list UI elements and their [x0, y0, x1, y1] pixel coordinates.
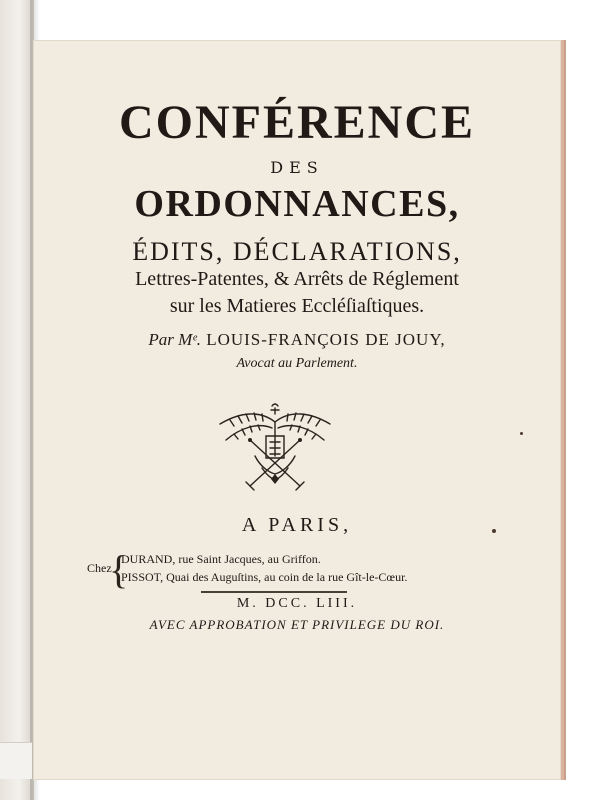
imprint-city: A PARIS,: [241, 514, 353, 536]
author-occupation: Avocat au Parlement.: [236, 356, 358, 371]
byline-prefix: Par Mᵉ.: [148, 330, 201, 349]
title-line-3: ORDONNANCES,: [134, 183, 460, 225]
imprint-rule: [201, 591, 347, 593]
palm-and-crossed-swords-ornament-icon: [210, 400, 340, 500]
cover-label-scrap: [0, 742, 32, 779]
book-cover-edge: [0, 0, 34, 800]
byline: [33, 330, 561, 350]
title-line-2: DES: [270, 158, 324, 177]
imprint-chez: Chez: [87, 561, 112, 575]
publisher-2: PISSOT, Quai des Auguſtins, au coin de la rue Gît-le-Cœur.: [121, 570, 408, 584]
imprint-year: M. DCC. LIII.: [236, 596, 358, 611]
title-page: [33, 40, 561, 780]
title-line-6: sur les Matieres Eccléſiaſtiques.: [169, 295, 425, 317]
publisher-brace-icon: {: [109, 547, 129, 592]
title-line-4: ÉDITS, DÉCLARATIONS,: [132, 237, 462, 266]
publisher-1: DURAND, rue Saint Jacques, au Griffon.: [121, 552, 321, 566]
title-line-5: Lettres-Patentes, & Arrêts de Réglement: [135, 268, 459, 290]
royal-privilege: AVEC APPROBATION ET PRIVILEGE DU ROI.: [149, 617, 445, 632]
author-name: LOUIS-FRANÇOIS DE JOUY,: [206, 330, 446, 349]
foxing-spot: [520, 432, 523, 435]
title-line-1: CONFÉRENCE: [118, 96, 476, 149]
foxing-spot: [492, 529, 496, 533]
